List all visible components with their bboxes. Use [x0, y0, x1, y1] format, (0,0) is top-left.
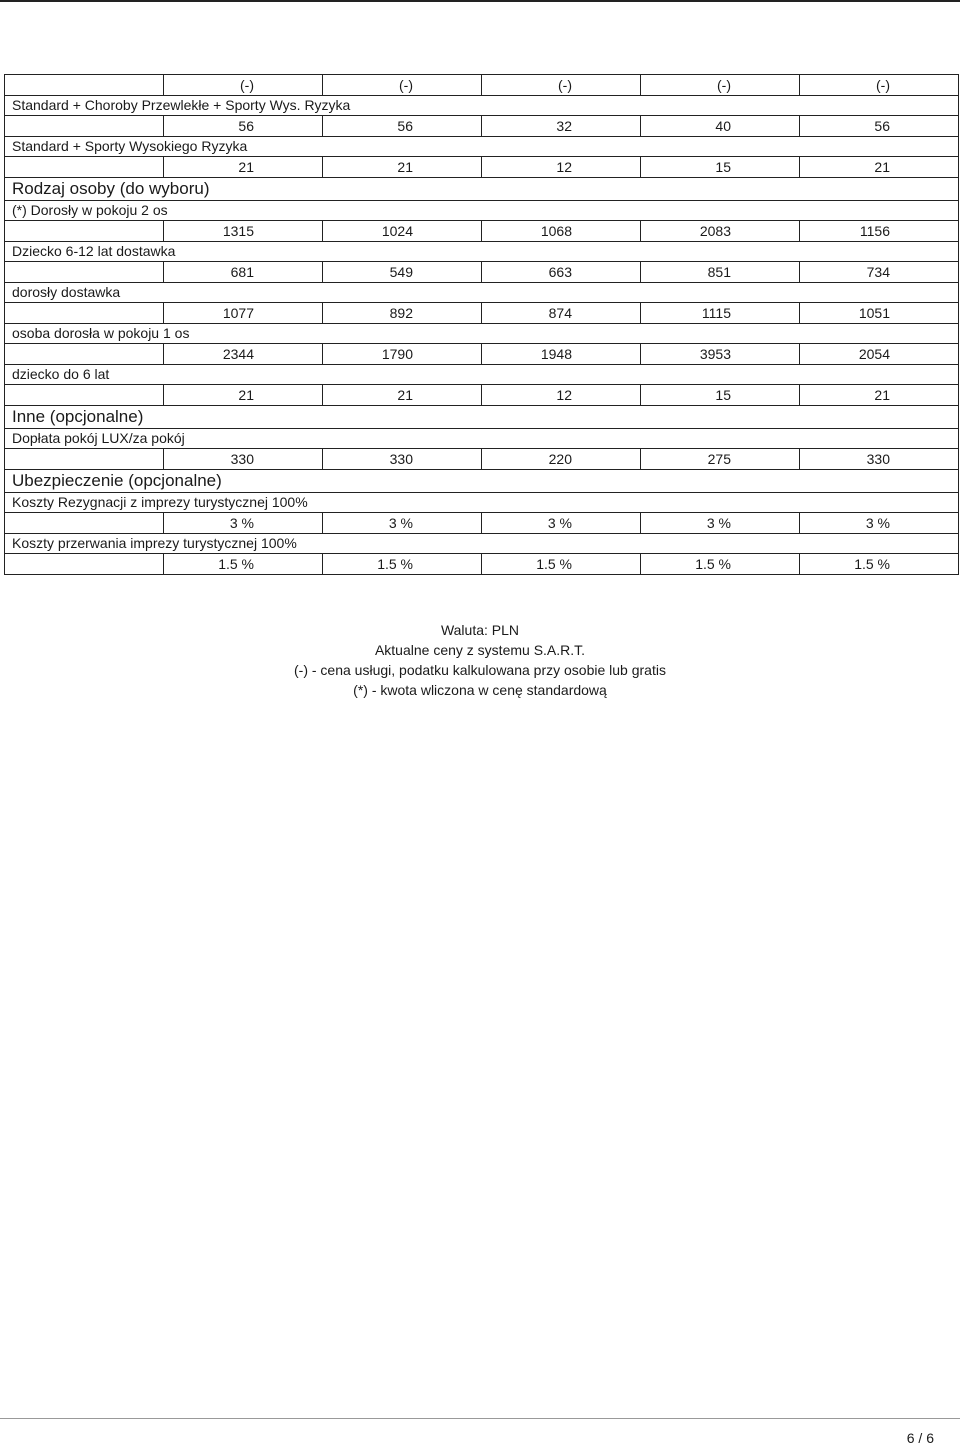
footer-notes: [0, 620, 960, 700]
header-marker-row: [5, 75, 959, 96]
price-value-cell: 330: [164, 449, 323, 470]
price-value-cell: 3 %: [800, 513, 959, 534]
price-table: [4, 74, 959, 575]
price-value-cell: 220: [482, 449, 641, 470]
section-heading: Ubezpieczenie (opcjonalne): [5, 470, 959, 493]
price-values-blank: [5, 554, 164, 575]
price-value-cell: 56: [164, 116, 323, 137]
label-row: [5, 324, 959, 344]
price-values-blank: [5, 513, 164, 534]
price-value-cell: 681: [164, 262, 323, 283]
row-label: Koszty przerwania imprezy turystycznej 100%: [5, 534, 959, 554]
label-row: [5, 96, 959, 116]
price-values-row: [5, 344, 959, 365]
price-values-row: [5, 157, 959, 178]
price-value-cell: 1077: [164, 303, 323, 324]
price-value-cell: 2083: [641, 221, 800, 242]
price-value-cell: 40: [641, 116, 800, 137]
label-row: [5, 365, 959, 385]
price-value-cell: 21: [800, 385, 959, 406]
price-value-cell: 3 %: [323, 513, 482, 534]
price-values-blank: [5, 344, 164, 365]
price-values-row: [5, 116, 959, 137]
price-value-cell: 12: [482, 385, 641, 406]
price-value-cell: 56: [323, 116, 482, 137]
label-row: [5, 242, 959, 262]
price-value-cell: 32: [482, 116, 641, 137]
label-row: [5, 429, 959, 449]
price-value-cell: 1.5 %: [641, 554, 800, 575]
section-row: [5, 406, 959, 429]
price-value-cell: 1.5 %: [482, 554, 641, 575]
price-value-cell: 3 %: [482, 513, 641, 534]
price-values-row: [5, 303, 959, 324]
price-value-cell: 3 %: [164, 513, 323, 534]
price-values-blank: [5, 221, 164, 242]
price-value-cell: 1115: [641, 303, 800, 324]
price-value-cell: 2344: [164, 344, 323, 365]
price-value-cell: 1.5 %: [323, 554, 482, 575]
price-value-cell: 2054: [800, 344, 959, 365]
price-value-cell: 892: [323, 303, 482, 324]
row-label: Koszty Rezygnacji z imprezy turystycznej 100%: [5, 493, 959, 513]
row-label: Standard + Sporty Wysokiego Ryzyka: [5, 137, 959, 157]
row-label: (*) Dorosły w pokoju 2 os: [5, 201, 959, 221]
price-value-cell: 1948: [482, 344, 641, 365]
price-value-cell: 1.5 %: [800, 554, 959, 575]
price-values-row: [5, 513, 959, 534]
price-source-note: Aktualne ceny z systemu S.A.R.T.: [374, 642, 586, 658]
header-marker-cell: (-): [164, 75, 323, 96]
legend-star-note: (*) - kwota wliczona w cenę standardową: [353, 682, 607, 698]
price-value-cell: 330: [323, 449, 482, 470]
label-row: [5, 493, 959, 513]
price-values-row: [5, 385, 959, 406]
row-label: dziecko do 6 lat: [5, 365, 959, 385]
price-values-blank: [5, 385, 164, 406]
section-row: [5, 470, 959, 493]
price-value-cell: 1315: [164, 221, 323, 242]
row-label: osoba dorosła w pokoju 1 os: [5, 324, 959, 344]
row-label: Dziecko 6-12 lat dostawka: [5, 242, 959, 262]
price-value-cell: 15: [641, 157, 800, 178]
header-marker-blank: [5, 75, 164, 96]
header-marker-cell: (-): [800, 75, 959, 96]
price-value-cell: 549: [323, 262, 482, 283]
legend-dash-note: (-) - cena usługi, podatku kalkulowana przy osobie lub gratis: [294, 662, 666, 678]
section-heading: Inne (opcjonalne): [5, 406, 959, 429]
price-value-cell: 56: [800, 116, 959, 137]
bottom-rule: [0, 1418, 960, 1419]
price-value-cell: 21: [323, 157, 482, 178]
price-value-cell: 12: [482, 157, 641, 178]
price-value-cell: 734: [800, 262, 959, 283]
price-value-cell: 21: [164, 385, 323, 406]
price-values-blank: [5, 116, 164, 137]
price-table-body: [5, 75, 959, 575]
price-value-cell: 1024: [323, 221, 482, 242]
price-value-cell: 330: [800, 449, 959, 470]
price-value-cell: 874: [482, 303, 641, 324]
label-row: [5, 137, 959, 157]
label-row: [5, 534, 959, 554]
price-values-blank: [5, 303, 164, 324]
price-values-blank: [5, 449, 164, 470]
top-rule: [0, 0, 960, 2]
label-row: [5, 283, 959, 303]
row-label: dorosły dostawka: [5, 283, 959, 303]
header-marker-cell: (-): [641, 75, 800, 96]
row-label: Standard + Choroby Przewlekłe + Sporty Wys. Ryzyka: [5, 96, 959, 116]
price-value-cell: 21: [164, 157, 323, 178]
price-value-cell: 1051: [800, 303, 959, 324]
price-value-cell: 21: [800, 157, 959, 178]
price-value-cell: 851: [641, 262, 800, 283]
header-marker-cell: (-): [482, 75, 641, 96]
price-values-row: [5, 554, 959, 575]
price-value-cell: 21: [323, 385, 482, 406]
price-value-cell: 3953: [641, 344, 800, 365]
price-values-row: [5, 449, 959, 470]
label-row: [5, 201, 959, 221]
price-values-row: [5, 262, 959, 283]
price-value-cell: 1156: [800, 221, 959, 242]
section-heading: Rodzaj osoby (do wyboru): [5, 178, 959, 201]
currency-note: Waluta: PLN: [440, 622, 520, 638]
price-value-cell: 1.5 %: [164, 554, 323, 575]
section-row: [5, 178, 959, 201]
price-value-cell: 663: [482, 262, 641, 283]
price-value-cell: 1790: [323, 344, 482, 365]
price-values-row: [5, 221, 959, 242]
header-marker-cell: (-): [323, 75, 482, 96]
price-values-blank: [5, 157, 164, 178]
price-value-cell: 275: [641, 449, 800, 470]
page-number: 6 / 6: [906, 1430, 934, 1446]
price-value-cell: 15: [641, 385, 800, 406]
row-label: Dopłata pokój LUX/za pokój: [5, 429, 959, 449]
price-value-cell: 3 %: [641, 513, 800, 534]
price-value-cell: 1068: [482, 221, 641, 242]
price-values-blank: [5, 262, 164, 283]
